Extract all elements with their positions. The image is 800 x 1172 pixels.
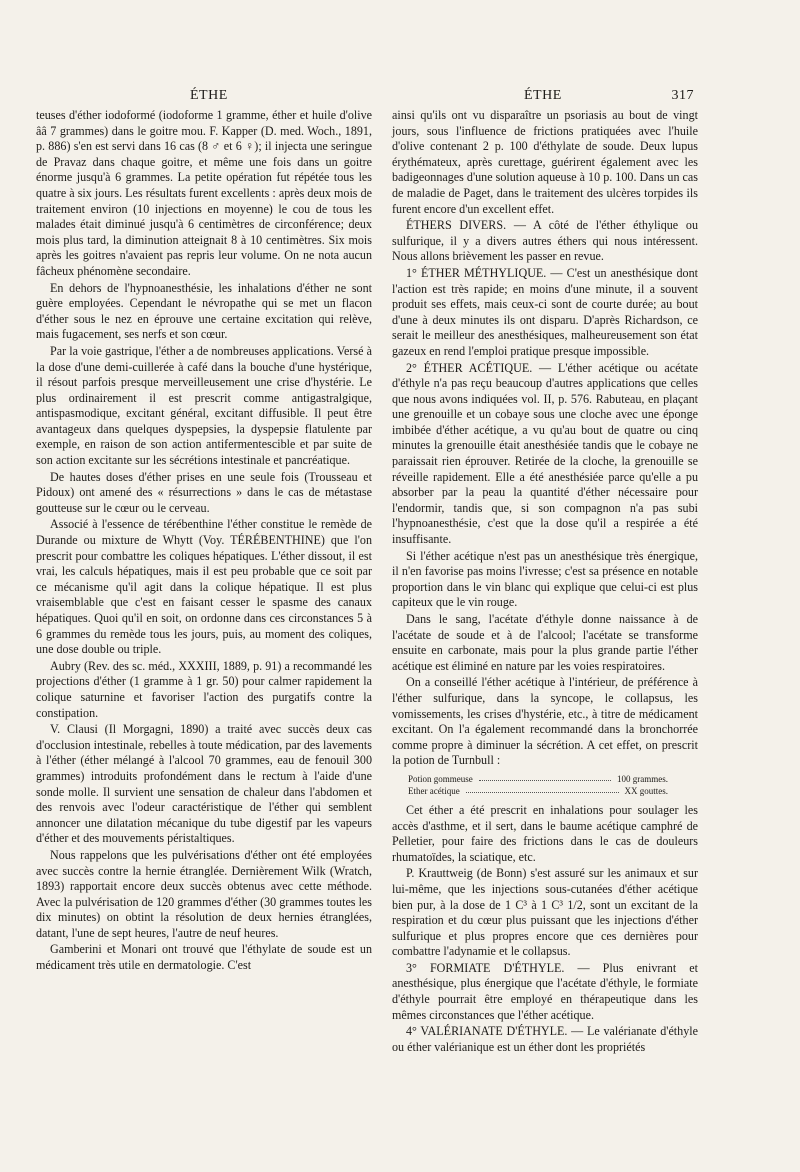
dot-leader xyxy=(466,785,619,793)
dot-leader xyxy=(479,773,611,781)
paragraph: P. Krauttweig (de Bonn) s'est assuré sur les animaux et sur lui-même, que les injections sous-cutanées d'éther acétique bien pur, à la dose de 1 C³ à 1 C³ 1/2, sont un excitant de la respiration et du cœur plus puissant que les injections d'éther sulfurique et plus propres encore que ces dernières pour combattre l'adynamie et le collapsus. xyxy=(392,866,698,959)
page-number: 317 xyxy=(671,88,694,103)
paragraph: Nous rappelons que les pulvérisations d'éther ont été employées avec succès contre la hernie étranglée. Dernièrement Wilk (Wratch, 1893) rapportait encore deux succès obtenus avec cette méthode. Avec la pulvérisation de 120 grammes d'éther (30 grammes toutes les dix minutes) on obtint la résolution de deux hernies étranglées, datant, l'une de sept heures, l'autre de neuf heures. xyxy=(36,847,372,940)
paragraph: V. Clausi (Il Morgagni, 1890) a traité avec succès deux cas d'occlusion intestinale, rebelles à toute médication, par des lavements à l'éther (éther mélangé à l'alcool 70 grammes, eau de fenouil 300 grammes) introduits profondément dans le rectum à l'aide d'une sonde molle. Il survient une sensation de chaleur dans l'abdomen et des renvois avec l'odeur caractéristique de l'éther qui semblent annoncer une dilatation mécanique du tube digestif par les vapeurs d'éther et des mouvements péristaltiques. xyxy=(36,722,372,846)
paragraph: 4° VALÉRIANATE D'ÉTHYLE. — Le valérianate d'éthyle ou éther valérianique est un éther dont les propriétés xyxy=(392,1024,698,1054)
running-head-center: ÉTHE xyxy=(524,88,562,103)
paragraph: De hautes doses d'éther prises en une seule fois (Trousseau et Pidoux) ont amené des « résurrections » dans le cas de métastase goutteuse sur le cœur ou le cerveau. xyxy=(36,469,372,515)
paragraph: ainsi qu'ils ont vu disparaître un psoriasis au bout de vingt jours, sous l'influence de frictions pratiquées avec l'huile d'olive contenant 2 p. 100 d'éthylate de soude. Deux lupus érythémateux, après curettage, guérirent également avec les badigeonnages d'une solution aqueuse à 10 p. 100. Dans un cas de maladie de Paget, dans le traitement des ulcères torpides ils furent encore d'un excellent effet. xyxy=(392,108,698,216)
paragraph: On a conseillé l'éther acétique à l'intérieur, de préférence à l'éther sulfurique, dans la syncope, le collapsus, les vomissements, les crises d'hystérie, etc., à titre de médicament excitant. On l'a également recommandé dans la bronchorrée comme propre à diminuer la sécrétion. A cet effet, on prescrit la potion de Turnbull : xyxy=(392,675,698,768)
paragraph: Aubry (Rev. des sc. méd., XXXIII, 1889, p. 91) a recommandé les projections d'éther (1 gramme à 1 gr. 50) pour calmer rapidement la colique saturnine et favoriser l'action des purgatifs contre la constipation. xyxy=(36,658,372,720)
paragraph: Par la voie gastrique, l'éther a de nombreuses applications. Versé à la dose d'une demi-cuillerée à café dans la bouche d'une hystérique, il résout parfois presque merveilleusement une crise d'hystérie. Le plus ordinairement il est prescrit comme antigastralgique, antispasmodique, excitant général, excitant diffusible. Il peut être avantageux dans quelques dyspepsies, la dyspepsie flatulente par exemple, en raison de son action antifermentescible et par suite de son action excitante sur les sécrétions intestinale et pancréatique. xyxy=(36,343,372,468)
paragraph: Gamberini et Monari ont trouvé que l'éthylate de soude est un médicament très utile en dermatologie. C'est xyxy=(36,942,372,973)
right-column xyxy=(392,108,698,1055)
paragraph: 3° FORMIATE D'ÉTHYLE. — Plus enivrant et anesthésique, plus énergique que l'acétate d'éthyle, le formiate d'éthyle pourrait être employé en thérapeutique dans les mêmes circonstances que l'éther acétique. xyxy=(392,960,698,1022)
paragraph: Associé à l'essence de térébenthine l'éther constitue le remède de Durande ou mixture de Whytt (Voy. TÉRÉBENTHINE) que l'on prescrit pour combattre les coliques hépatiques. L'éther dissout, il est vrai, les calculs hépatiques, mais il est peu probable que ce soit par ce mécanisme qu'il agit dans la colique hépatique. Il est plus vraisemblable que c'est en faisant cesser le spasme des canaux hépatiques. Quoi qu'il en soit, on ordonne dans ces circonstances 5 à 6 grammes du remède tous les jours, puis, au moment des coliques, une dose double ou triple. xyxy=(36,517,372,657)
formula-row xyxy=(408,773,668,785)
paragraph: Si l'éther acétique n'est pas un anesthésique très énergique, il n'en favorise pas moins l'ivresse; c'est sa présence en notable proportion dans le vin blanc qui explique que celui-ci est plus capiteux que le vin rouge. xyxy=(392,548,698,610)
paragraph: Dans le sang, l'acétate d'éthyle donne naissance à de l'acétate de soude et à de l'alcool; l'acétate se transforme ensuite en carbonate, mais pour la plus grande partie l'éther acétique est éliminé en nature par les voies respiratoires. xyxy=(392,612,698,673)
prescription-formula xyxy=(408,773,698,797)
formula-amount: 100 grammes. xyxy=(617,773,668,784)
paragraph: 1° ÉTHER MÉTHYLIQUE. — C'est un anesthésique dont l'action est très rapide; en moins d'une minute, il a souvent produit ses effets, mais ceux-ci sont de courte durée; au bout d'une à deux minutes ils ont disparu. D'après Richardson, ce serait le meilleur des anesthésiques, malheureusement son état gazeux en rend l'emploi pratique presque impossible. xyxy=(392,265,698,358)
formula-item: Ether acétique xyxy=(408,785,460,796)
paragraph: Cet éther a été prescrit en inhalations pour soulager les accès d'asthme, et il sert, dans le baume acétique camphré de Pelletier, pour faire des frictions dans le cas de douleurs rhumatoïdes, la sciatique, etc. xyxy=(392,802,698,864)
formula-amount: XX gouttes. xyxy=(624,785,668,796)
paragraph: teuses d'éther iodoformé (iodoforme 1 gramme, éther et huile d'olive ââ 7 grammes) dans le goitre mou. F. Kapper (D. med. Woch., 1891, p. 886) s'en est servi dans 16 cas (8 ♂ et 6 ♀); il injecta une seringue de Pravaz dans chaque goitre, et même une fois dans un goitre énorme jusqu'à 6 grammes. La petite opération fut répétée tous les quatre à six jours. Les résultats furent excellents : après deux mois de traitement environ (10 injections en moyenne) le cou de tous les malades était diminué jusqu'à 6 centimètres de circonférence; deux mois plus tard, la diminution atteignait 8 à 10 centimètres. Six mois après les goitres n'avaient pas repris leur volume. On ne nota aucun fâcheux phénomène secondaire. xyxy=(36,108,372,278)
paragraph: ÉTHERS DIVERS. — A côté de l'éther éthylique ou sulfurique, il y a divers autres éthers qui nous intéressent. Nous allons brièvement les passer en revue. xyxy=(392,218,698,264)
paragraph: En dehors de l'hypnoanesthésie, les inhalations d'éther ne sont guère employées. Cependant le névropathe qui se met un flacon d'éther sous le nez en éprouve une certaine excitation qui relève, mais fugacement, ses nerfs et son cœur. xyxy=(36,280,372,342)
formula-item: Potion gommeuse xyxy=(408,773,473,784)
left-column xyxy=(36,108,372,974)
formula-row xyxy=(408,785,668,797)
paragraph: 2° ÉTHER ACÉTIQUE. — L'éther acétique ou acétate d'éthyle n'a pas reçu beaucoup d'autres applications que celles que nous avons indiquées vol. II, p. 576. Rabuteau, en plaçant une grenouille et un cobaye sous une cloche avec une éponge imbibée d'éther acétique, a vu qu'au bout de quatre ou cinq minutes la grenouille était anesthésiée tandis que le cobaye ne paraissait rien éprouver. Retirée de la cloche, la grenouille se réveille rapidement. Elle a été anesthésiée parce qu'elle a pu absorber par la peau la quantité d'éther nécessaire pour l'endormir, tandis que, si son compagnon n'a pas subi l'hypnoanesthésie, c'est que la dose qu'il a respirée a été insuffisante. xyxy=(392,360,698,547)
running-head-left: ÉTHE xyxy=(190,88,228,103)
